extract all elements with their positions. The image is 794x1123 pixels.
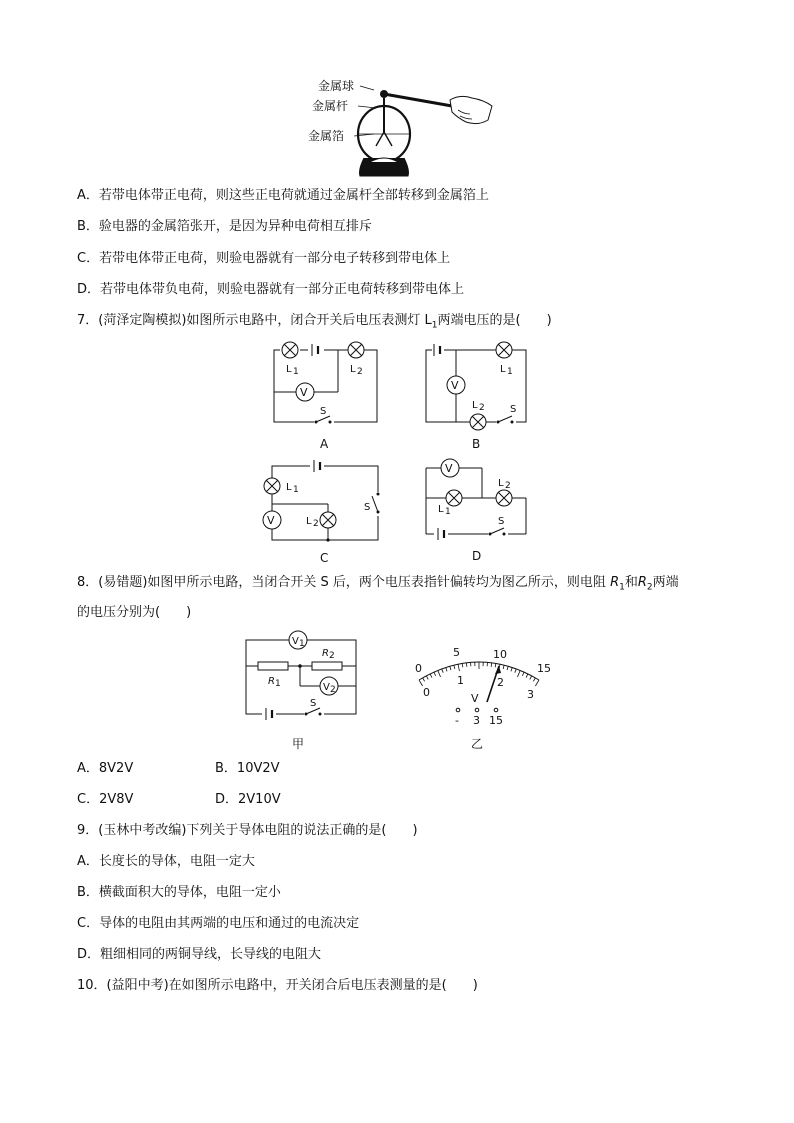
circuit-c	[258, 458, 383, 566]
dial-bottom-tick-0: 0	[423, 686, 430, 699]
dial-tick-mark	[503, 665, 504, 669]
dial-tick-mark	[533, 678, 535, 681]
voltmeter-v1	[289, 631, 307, 649]
svg-text:2: 2	[313, 519, 319, 529]
dial-tick-mark	[515, 669, 516, 673]
label-metal-ball: 金属球	[318, 79, 355, 93]
q9-option-d: D．粗细相同的两铜导线，长导线的电阻大	[77, 947, 322, 962]
dial-unit: V	[471, 692, 479, 705]
circuit-b-label: B	[472, 437, 481, 450]
dial-top-tick-15: 15	[537, 662, 551, 675]
svg-text:3: 3	[473, 714, 480, 727]
voltmeter	[296, 383, 314, 401]
svg-text:1: 1	[293, 485, 299, 495]
dial-bottom-tick-3: 3	[527, 688, 534, 701]
svg-text:L: L	[498, 478, 504, 489]
dial-tick-mark	[442, 669, 443, 673]
lamp-l2	[320, 512, 336, 528]
svg-text:L: L	[350, 364, 356, 375]
svg-text:V: V	[451, 379, 459, 392]
q6-option-d: D．若带电体带负电荷，则验电器就有一部分正电荷转移到带电体上	[77, 282, 465, 297]
svg-text:15: 15	[489, 714, 503, 727]
svg-text:L: L	[438, 504, 444, 515]
figure-yi-voltmeter-dial	[405, 640, 555, 756]
resistor-r2	[312, 662, 342, 670]
svg-text:L: L	[472, 400, 478, 411]
svg-text:L: L	[286, 482, 292, 493]
circuit-b	[418, 338, 533, 450]
q6-option-c: C．若带电体带正电荷，则验电器就有一部分电子转移到带电体上	[77, 251, 451, 266]
dial-tick-mark	[454, 665, 455, 669]
lamp-l2	[348, 342, 364, 358]
q10-stem: 10．(益阳中考)在如图所示电路中，开关闭合后电压表测量的是( )	[77, 978, 478, 993]
q9-option-c: C．导体的电阻由其两端的电压和通过的电流决定	[77, 916, 360, 931]
voltmeter	[441, 459, 459, 477]
q8-option-b: B．10V2V	[215, 761, 280, 776]
svg-text:V: V	[445, 462, 453, 475]
dial-tick-mark	[466, 663, 467, 667]
lamp-l1	[282, 342, 298, 358]
svg-text:1: 1	[445, 507, 451, 517]
dial-tick-mark	[511, 668, 512, 672]
svg-text:L: L	[306, 516, 312, 527]
q6-option-b: B．验电器的金属箔张开，是因为异种电荷相互排斥	[77, 219, 372, 234]
svg-text:V: V	[323, 682, 330, 693]
lamp-l2	[496, 490, 512, 506]
electroscope-figure	[300, 72, 500, 180]
lamp-l1	[446, 490, 462, 506]
dial-tick-mark	[535, 680, 539, 686]
q8-option-a: A．8V2V	[77, 761, 134, 776]
svg-text:V: V	[300, 386, 308, 399]
dial-tick-mark	[438, 670, 441, 676]
terminals	[455, 708, 503, 727]
dial-top-tick-0: 0	[415, 662, 422, 675]
dial-tick-mark	[434, 672, 436, 676]
svg-text:L: L	[286, 364, 292, 375]
q9-stem: 9．(玉林中考改编)下列关于导体电阻的说法正确的是( )	[77, 823, 418, 838]
q9-option-a: A．长度长的导体，电阻一定大	[77, 854, 255, 869]
dial-tick-mark	[462, 663, 463, 667]
svg-text:1: 1	[275, 679, 281, 689]
svg-text:-: -	[455, 714, 459, 727]
lamp-l1	[264, 478, 280, 494]
svg-text:S: S	[498, 516, 505, 527]
svg-text:2: 2	[329, 651, 335, 661]
lamp-l2	[470, 414, 486, 430]
q9-option-b: B．横截面积大的导体，电阻一定小	[77, 885, 281, 900]
dial-tick-mark	[426, 676, 428, 680]
dial-tick-mark	[450, 666, 451, 670]
svg-text:L: L	[500, 364, 506, 375]
circuit-a-label: A	[320, 437, 329, 450]
dial-tick-mark	[526, 674, 528, 678]
svg-text:R: R	[322, 648, 329, 659]
dial-tick-mark	[491, 663, 492, 667]
label-metal-foil: 金属箔	[308, 129, 345, 143]
dial-tick-mark	[517, 670, 520, 676]
svg-text:S: S	[310, 698, 317, 709]
dial-top-tick-10: 10	[493, 648, 507, 661]
circuit-d-label: D	[472, 549, 482, 563]
circuit-a	[268, 338, 383, 450]
circuit-c-label: C	[320, 551, 329, 565]
q8-stem-line1: 8．(易错题)如图甲所示电路，当闭合开关 S 后，两个电压表指针偏转均为图乙所示，则电阻 $R_1$和$R_2$两端	[77, 575, 679, 593]
svg-text:S: S	[510, 404, 517, 415]
svg-text:V: V	[292, 636, 299, 647]
svg-text:2: 2	[330, 685, 336, 695]
dial-tick-mark	[495, 663, 496, 667]
dial-tick-mark	[430, 674, 432, 678]
q8-option-d: D．2V10V	[215, 792, 281, 807]
voltmeter	[447, 376, 465, 394]
dial-tick-mark	[446, 668, 447, 672]
dial-bottom-tick-2: 2	[497, 676, 504, 689]
voltmeter-v2	[320, 677, 338, 695]
dial-tick-mark	[423, 678, 425, 681]
figure-yi-label: 乙	[471, 737, 484, 751]
figure-jia-circuit	[240, 628, 365, 756]
q6-option-a: A．若带电体带正电荷，则这些正电荷就通过金属杆全部转移到金属箔上	[77, 188, 489, 203]
lamp-l1	[496, 342, 512, 358]
dial-top-tick-5: 5	[453, 646, 460, 659]
svg-text:2: 2	[505, 481, 511, 491]
svg-text:S: S	[364, 502, 371, 513]
dial-tick-mark	[530, 676, 532, 680]
figure-jia-label: 甲	[292, 737, 305, 751]
q7-stem: 7．(菏泽定陶模拟)如图所示电路中，闭合开关后电压表测灯 $L_1$两端电压的是( )	[77, 313, 552, 331]
dial-bottom-tick-1: 1	[457, 674, 464, 687]
dial-tick-mark	[458, 664, 459, 671]
q8-option-c: C．2V8V	[77, 792, 134, 807]
svg-text:V: V	[267, 514, 275, 527]
svg-text:1: 1	[293, 367, 299, 377]
label-metal-rod: 金属杆	[312, 99, 349, 113]
svg-text:1: 1	[507, 367, 513, 377]
svg-text:2: 2	[479, 403, 485, 413]
circuit-d	[418, 458, 538, 566]
dial-tick-mark	[507, 666, 508, 670]
svg-text:1: 1	[299, 639, 305, 649]
dial-tick-mark	[522, 672, 524, 676]
q8-stem-line2: 的电压分别为( )	[77, 605, 192, 620]
svg-text:R: R	[268, 676, 275, 687]
svg-text:S: S	[320, 406, 327, 417]
resistor-r1	[258, 662, 288, 670]
svg-text:2: 2	[357, 367, 363, 377]
voltmeter	[263, 511, 281, 529]
